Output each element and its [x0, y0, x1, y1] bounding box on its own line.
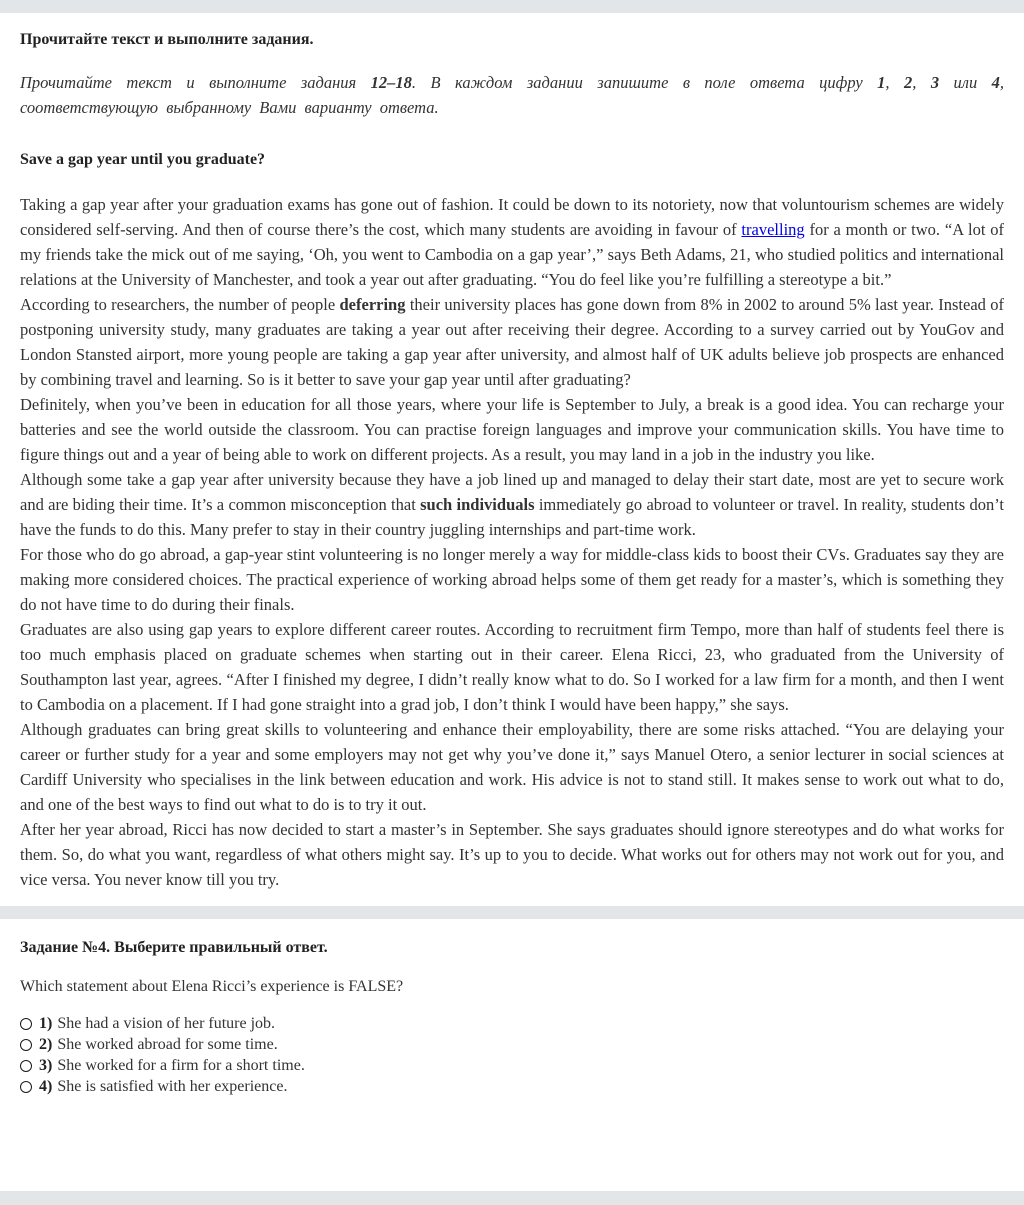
article-paragraph	[20, 817, 1004, 892]
option-number: 4)	[39, 1078, 53, 1095]
bold-text: 3	[930, 73, 940, 92]
text-run: immediately go abroad to volunteer or travel. In reality, students don’t have the funds to do this. Many prefer to stay in their country juggling internships and part-time work.	[20, 495, 1005, 539]
option-number: 3)	[39, 1057, 53, 1074]
instruction-title: Прочитайте текст и выполните задания.	[20, 31, 314, 48]
answer-option-3[interactable]	[20, 1055, 1004, 1076]
top-divider-bar	[0, 0, 1024, 13]
article-paragraph	[20, 717, 1004, 817]
text-run: Graduates are also using gap years to explore different career routes. According to recruitment firm Tempo, more than half of students feel there is too much emphasis placed on graduate schemes when starting out in their career. Elena Ricci, 23, who graduated from the University of Southampton last year, agrees. “After I finished my degree, I didn’t really know what to do. So I worked for a law firm for a month, and then I went to Cambodia on a placement. If I had gone straight into a grad job, I don’t think I would have been happy,” she says.	[20, 620, 1004, 714]
option-number: 2)	[39, 1036, 53, 1053]
text-run: или	[939, 73, 992, 92]
text-run: . В каждом задании запишите в поле ответа цифру	[411, 73, 878, 92]
task-question: Which statement about Elena Ricci’s experience is FALSE?	[20, 978, 404, 995]
bold-text: such individuals	[420, 495, 535, 514]
option-text: She had a vision of her future job.	[57, 1015, 276, 1032]
answer-option-4[interactable]	[20, 1076, 1004, 1097]
instruction-note	[20, 70, 1004, 120]
bold-text: 12–18	[370, 73, 412, 92]
bold-text: deferring	[339, 295, 406, 314]
text-run: for a month or two. “A lot of my friends take the mick out of me saying, ‘Oh, you went to Cambodia on a gap year’,” says Beth Adams, 21, who studied politics and international relations at the University of Manchester, and took a year out after graduating. “You do feel like you’re fulfilling a stereotype a bit.”	[20, 220, 1004, 289]
text-run: ,	[912, 73, 931, 92]
article-paragraph	[20, 617, 1004, 717]
radio-button-icon[interactable]	[20, 1039, 32, 1051]
bold-text: 4	[991, 73, 1000, 92]
bold-text: 2	[903, 73, 913, 92]
article-text	[20, 192, 1004, 892]
text-run: Definitely, when you’ve been in education for all those years, where your life is September to July, a break is a good idea. You can recharge your batteries and see the world outside the classroom. You can practise foreign languages and improve your communication skills. You have time to figure things out and a year of being able to work on different projects. As a result, you may land in a job in the industry you like.	[20, 395, 1004, 464]
text-run: , соответствующую выбранному Вами варианту ответа.	[20, 73, 1005, 117]
option-number: 1)	[39, 1015, 53, 1032]
answer-option-2[interactable]	[20, 1034, 1004, 1055]
travelling-link[interactable]: travelling	[741, 220, 805, 239]
text-run: Прочитайте текст и выполните задания	[20, 73, 371, 92]
task-header: Задание №4. Выберите правильный ответ.	[20, 939, 328, 956]
radio-button-icon[interactable]	[20, 1060, 32, 1072]
answer-options	[20, 1013, 1004, 1097]
radio-button-icon[interactable]	[20, 1018, 32, 1030]
bottom-divider-bar	[0, 1191, 1024, 1205]
text-run: Taking a gap year after your graduation exams has gone out of fashion. It could be down to its notoriety, now that voluntourism schemes are widely considered self-serving. And then of course there’s the cost, which many students are avoiding in favour of	[20, 195, 1004, 239]
option-text: She worked for a firm for a short time.	[57, 1057, 305, 1074]
text-run: their university places has gone down from 8% in 2002 to around 5% last year. Instead of postponing university study, many graduates are taking a year out after receiving their degree. According to a survey carried out by YouGov and London Stansted airport, more young people are taking a gap year after university, and almost half of UK adults believe job prospects are enhanced by combining travel and learning. So is it better to save your gap year until after graduating?	[20, 295, 1004, 389]
article-paragraph	[20, 192, 1004, 292]
text-run: After her year abroad, Ricci has now decided to start a master’s in September. She says graduates should ignore stereotypes and do what works for them. So, do what you want, regardless of what others might say. It’s up to you to decide. What works out for others may not work out for you, and vice versa. You never know till you try.	[20, 820, 1004, 889]
text-run: For those who do go abroad, a gap-year stint volunteering is no longer merely a way for middle-class kids to boost their CVs. Graduates say they are making more considered choices. The practical experience of working abroad helps some of them get ready for a master’s, which is something they do not have time to do during their finals.	[20, 545, 1004, 614]
article-paragraph	[20, 292, 1004, 392]
answer-option-1[interactable]	[20, 1013, 1004, 1034]
article-paragraph	[20, 392, 1004, 467]
article-paragraph	[20, 542, 1004, 617]
bold-text: 1	[877, 73, 886, 92]
article-title: Save a gap year until you graduate?	[20, 151, 266, 168]
text-run: ,	[885, 73, 904, 92]
article-paragraph	[20, 467, 1004, 542]
section-divider-bar	[0, 906, 1024, 919]
text-run: According to researchers, the number of people	[20, 295, 340, 314]
text-run: Although some take a gap year after university because they have a job lined up and managed to delay their start date, most are yet to secure work and are biding their time. It’s a common misconception that	[20, 470, 1004, 514]
option-text: She is satisfied with her experience.	[57, 1078, 288, 1095]
option-text: She worked abroad for some time.	[57, 1036, 278, 1053]
radio-button-icon[interactable]	[20, 1081, 32, 1093]
text-run: Although graduates can bring great skills to volunteering and enhance their employability, there are some risks attached. “You are delaying your career or further study for a year and some employers may not get why you’ve done it,” says Manuel Otero, a senior lecturer in social sciences at Cardiff University who specialises in the link between education and work. His advice is not to stand still. It makes sense to work out what to do, and one of the best ways to find out what to do is to try it out.	[20, 720, 1004, 814]
